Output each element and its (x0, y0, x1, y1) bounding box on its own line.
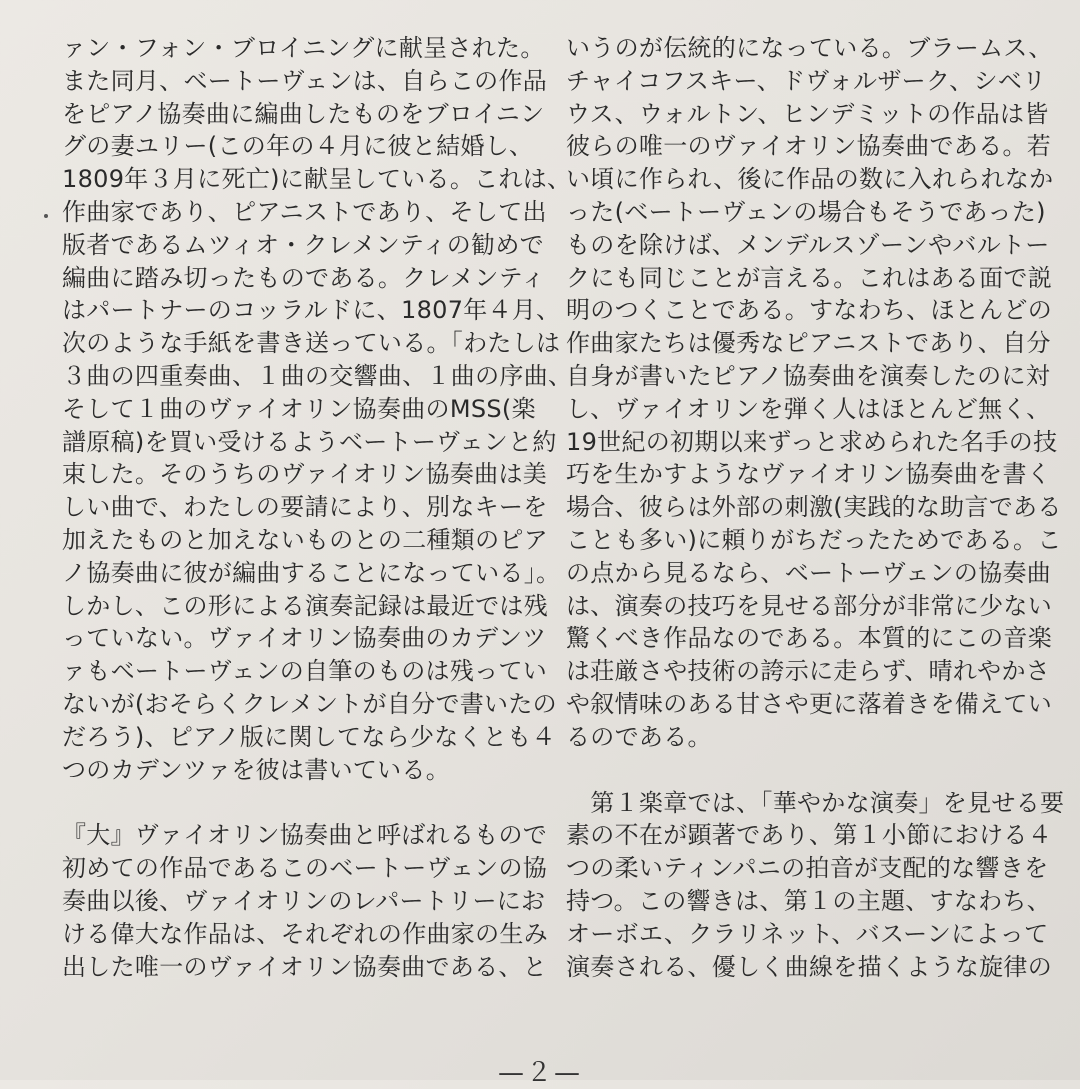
right-text-column (566, 32, 1065, 983)
text-line: 持つ。この響きは、第１の主題、すなわち、 (566, 886, 1052, 915)
text-line: 第１楽章では、「華やかな演奏」を見せる要 (566, 788, 1065, 817)
text-line: ァン・フォン・ブロイニングに献呈された。 (62, 34, 545, 62)
text-line: ァもベートーヴェンの自筆のものは残ってい (62, 657, 548, 686)
text-line: オーボエ、クラリネット、バスーンによって (566, 919, 1049, 948)
text-line: 作曲家であり、ピアニストであり、そして出 (62, 197, 547, 226)
text-line: 版者であるムツィオ・クレメンティの勧めで (62, 230, 544, 259)
left-text-column (62, 32, 573, 983)
text-line: いうのが伝統的になっている。ブラームス、 (566, 34, 1053, 62)
text-line: は、演奏の技巧を見せる部分が非常に少ない (566, 591, 1052, 620)
text-line: グの妻ユリー(この年の４月に彼と結婚し、 (62, 132, 534, 161)
text-line: るのである。 (566, 722, 712, 751)
text-line: い頃に作られ、後に作品の数に入れられなか (566, 165, 1054, 194)
text-line: 作曲家たちは優秀なピアニストであり、自分 (566, 329, 1051, 358)
paragraph (62, 32, 573, 786)
text-line: 編曲に踏み切ったものである。クレメンティ (62, 263, 546, 292)
text-line: そして１曲のヴァイオリン協奏曲のMSS(楽 (62, 394, 536, 423)
paragraph (62, 819, 548, 983)
text-line: つのカデンツァを彼は書いている。 (62, 755, 451, 784)
text-line: ことも多い)に頼りがちだったためである。こ (566, 525, 1062, 554)
text-line: 彼らの唯一のヴァイオリン協奏曲である。若 (566, 132, 1052, 161)
text-line: 明のつくことである。すなわち、ほとんどの (566, 296, 1052, 325)
text-line: 譜原稿)を買い受けるようベートーヴェンと約 (62, 427, 557, 456)
text-line: また同月、ベートーヴェンは、自らこの作品 (62, 66, 548, 95)
text-line: は荘厳さや技術の誇示に走らず、晴れやかさ (566, 657, 1051, 686)
text-line: の点から見るなら、ベートーヴェンの協奏曲 (566, 558, 1052, 587)
text-line: 初めての作品であるこのベートーヴェンの協 (62, 854, 548, 883)
paragraph (566, 32, 1062, 754)
text-line: 束した。そのうちのヴァイオリン協奏曲は美 (62, 460, 548, 489)
text-line: だろう)、ピアノ版に関してなら少なくとも４ (62, 722, 556, 751)
page-number: —２— (497, 1058, 582, 1088)
text-line: 自身が書いたピアノ協奏曲を演奏したのに対 (566, 361, 1051, 390)
text-line: 19世紀の初期以来ずっと求められた名手の技 (566, 427, 1058, 456)
text-line: つの柔いティンパニの拍音が支配的な響きを (566, 854, 1049, 883)
text-line: ける偉大な作品は、それぞれの作曲家の生み (62, 919, 548, 948)
text-line: ものを除けば、メンデルスゾーンやバルトー (566, 230, 1050, 259)
text-line: った(ベートーヴェンの場合もそうであった) (566, 197, 1046, 226)
text-line: 奏曲以後、ヴァイオリンのレパートリーにお (62, 886, 546, 915)
text-line: 驚くべき作品なのである。本質的にこの音楽 (566, 624, 1052, 653)
text-line: はパートナーのコッラルドに、1807年４月、 (62, 296, 561, 325)
text-line: や叙情味のある甘さや更に落着きを備えてい (566, 689, 1052, 718)
text-line: をピアノ協奏曲に編曲したものをブロイニン (62, 99, 545, 128)
paragraph-gap (566, 754, 1052, 787)
text-line: クにも同じことが言える。これはある面で説 (566, 263, 1052, 292)
text-line: 次のような手紙を書き送っている。「わたしは (62, 329, 561, 358)
text-line: し、ヴァイオリンを弾く人はほとんど無く、 (566, 394, 1051, 423)
paragraph (566, 787, 1065, 984)
text-line: っていない。ヴァイオリン協奏曲のカデンツ (62, 624, 547, 653)
text-line: ないが(おそらくクレメントが自分で書いたの (62, 689, 557, 718)
text-line: チャイコフスキー、ドヴォルザーク、シベリ (566, 66, 1047, 95)
text-line: 出した唯一のヴァイオリン協奏曲である、と (62, 952, 548, 981)
text-line: 場合、彼らは外部の刺激(実践的な助言である (566, 493, 1062, 522)
text-line: 1809年３月に死亡)に献呈している。これは、 (62, 165, 572, 194)
text-line: しい曲で、わたしの要請により、別なキーを (62, 493, 548, 522)
margin-dot (44, 214, 48, 218)
text-line: 加えたものと加えないものとの二種類のピア (62, 525, 548, 554)
text-line: しかし、この形による演奏記録は最近では残 (62, 591, 548, 620)
text-line: 『大』ヴァイオリン協奏曲と呼ばれるもので (62, 821, 548, 850)
paragraph-gap (62, 786, 540, 819)
text-line: ノ協奏曲に彼が編曲することになっている」。 (62, 558, 561, 587)
text-line: ウス、ウォルトン、ヒンデミットの作品は皆 (566, 99, 1049, 128)
text-line: 演奏される、優しく曲線を描くような旋律の (566, 952, 1052, 981)
text-line: 素の不在が顕著であり、第１小節における４ (566, 821, 1052, 850)
text-line: ３曲の四重奏曲、１曲の交響曲、１曲の序曲、 (62, 361, 573, 390)
text-line: 巧を生かすようなヴァイオリン協奏曲を書く (566, 460, 1052, 489)
